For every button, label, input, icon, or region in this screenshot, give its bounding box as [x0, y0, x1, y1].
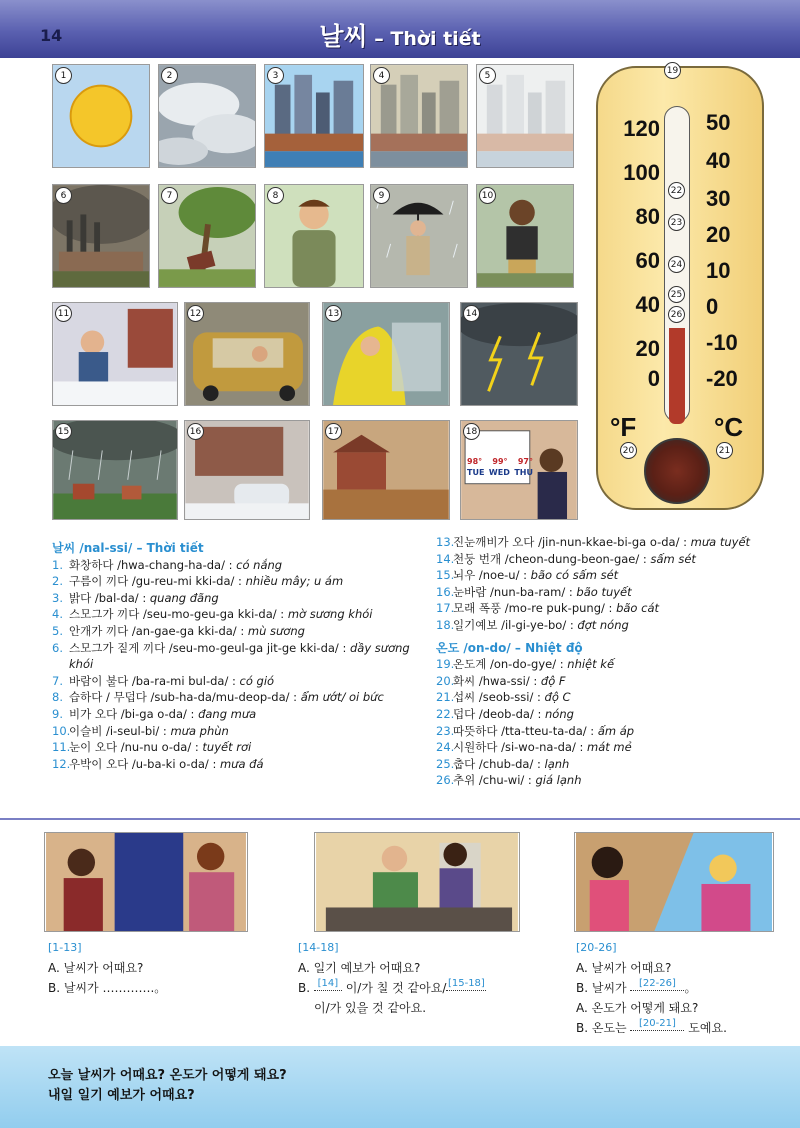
conversation-1 — [48, 938, 268, 998]
picture-thunderstorm — [52, 420, 178, 520]
tube-badge: 23 — [668, 214, 685, 231]
picture-number: 13 — [325, 305, 342, 322]
vocab-item: 10. 이슬비 /i-seul-bi/ : mưa phùn — [52, 723, 229, 738]
celsius-tick: 20 — [706, 222, 731, 247]
conversation-2 — [298, 938, 558, 1018]
vocab-item: 2. 구름이 끼다 /gu-reu-mi kki-da/ : nhiều mây; u ám — [52, 574, 344, 589]
fahrenheit-tick: 120 — [623, 116, 660, 141]
picture-number: 5 — [479, 67, 496, 84]
weather-vocab-list-2 — [436, 534, 786, 789]
picture-snowing — [52, 302, 178, 406]
page-title — [0, 17, 800, 53]
vocab-item: 16. 눈바람 /nun-ba-ram/ : bão tuyết — [436, 584, 632, 599]
conversation-3 — [576, 938, 786, 1038]
weather-vocab-list — [52, 540, 432, 772]
conversation-line-a: A. 일기 예보가 어때요? — [298, 961, 421, 975]
vocab-item: 9. 비가 오다 /bi-ga o-da/ : đang mưa — [52, 706, 257, 721]
celsius-badge: 21 — [716, 442, 733, 459]
picture-sunny — [52, 64, 150, 168]
conversation-line-b: B. 날씨가 ………….。 — [48, 981, 167, 995]
forecast-temps — [467, 457, 533, 466]
answer-blank[interactable]: [20-21] — [630, 1018, 684, 1031]
picture-thunder-lightning — [460, 302, 578, 406]
vocab-item: 5. 안개가 끼다 /an-gae-ga kki-da/ : mù sương — [52, 623, 305, 638]
illustration-window-talk — [44, 832, 248, 932]
picture-smoggy-city — [370, 64, 468, 168]
conversation-ref: [1-13] — [48, 941, 82, 954]
tube-badge: 25 — [668, 286, 685, 303]
vocab-item: 21. 섭씨 /seob-ssi/ : độ C — [436, 690, 571, 705]
temperature-list-heading: 온도 /on-do/ – Nhiệt độ — [436, 640, 583, 655]
picture-sleet — [322, 302, 450, 406]
celsius-tick: 0 — [706, 294, 719, 319]
conversation-line-b2: B. 온도는 [20-21] 도예요. — [576, 1018, 727, 1035]
weather-list-heading: 날씨 /nal-ssi/ – Thời tiết — [52, 541, 204, 555]
vocab-item: 25. 춥다 /chub-da/ : lạnh — [436, 756, 570, 771]
vocab-item: 15. 뇌우 /noe-u/ : bão có sấm sét — [436, 568, 619, 583]
picture-weather-forecast — [460, 420, 578, 520]
conversation-line-a: A. 날씨가 어때요? — [48, 961, 144, 975]
picture-number: 18 — [463, 423, 480, 440]
forecast-temp-wed: 99° — [492, 457, 508, 466]
picture-sandstorm — [322, 420, 450, 520]
fahrenheit-tick: 60 — [635, 248, 660, 273]
forecast-day-wed: WED — [488, 468, 510, 477]
picture-number: 2 — [161, 67, 178, 84]
picture-cloudy — [158, 64, 256, 168]
celsius-tick: 30 — [706, 186, 731, 211]
vocab-item: 24. 시원하다 /si-wo-na-da/ : mát mẻ — [436, 740, 632, 755]
picture-clear-city — [264, 64, 364, 168]
fahrenheit-unit: °F — [610, 412, 637, 442]
vocab-item: 26. 추위 /chu-wi/ : giá lạnh — [436, 773, 582, 788]
vocab-item: 19. 온도계 /on-do-gye/ : nhiệt kế — [436, 657, 615, 672]
celsius-tick: 50 — [706, 110, 731, 135]
conversation-line-b: B. [14] 이/가 칠 것 같아요/ [15-18] — [298, 978, 485, 995]
vocab-item: 4. 스모그가 끼다 /seu-mo-geu-ga kki-da/ : mờ sương khói — [52, 607, 373, 622]
vocab-item: 12. 우박이 오다 /u-ba-ki o-da/ : mưa đá — [52, 756, 264, 771]
picture-number: 4 — [373, 67, 390, 84]
picture-drizzle — [476, 184, 574, 288]
thermometer-bulb — [644, 438, 710, 504]
picture-number: 8 — [267, 187, 284, 204]
title-korean: 날씨 — [319, 22, 368, 51]
picture-number: 10 — [479, 187, 496, 204]
picture-heavy-smog — [52, 184, 150, 288]
fahrenheit-tick: 0 — [647, 366, 660, 391]
vocab-item: 23. 따뜻하다 /tta-tteu-ta-da/ : ấm áp — [436, 723, 635, 738]
thermometer-mercury — [669, 328, 685, 424]
vocab-item: 22. 덥다 /deob-da/ : nóng — [436, 706, 574, 721]
answer-blank[interactable]: [14] — [314, 978, 342, 991]
footer-question-2: 내일 일기 예보가 어때요? — [48, 1088, 195, 1103]
fahrenheit-tick: 100 — [623, 160, 660, 185]
forecast-temp-thu: 97° — [517, 457, 533, 466]
forecast-day-tue: TUE — [467, 468, 485, 477]
vocab-item: 13. 진눈깨비가 오다 /jin-nun-kkae-bi-ga o-da/ : mưa tuyết — [436, 535, 751, 549]
conversation-line-b1: B. 날씨가 [22-26] 。 — [576, 978, 697, 995]
title-vietnamese: Thời tiết — [390, 28, 481, 50]
conversation-ref: [20-26] — [576, 941, 617, 954]
answer-blank[interactable]: [15-18] — [447, 978, 485, 989]
conversation-ref: [14-18] — [298, 941, 339, 954]
section-divider — [0, 818, 800, 820]
picture-number: 14 — [463, 305, 480, 322]
celsius-tick: -10 — [706, 330, 738, 355]
picture-number: 11 — [55, 305, 72, 322]
picture-humid-man — [264, 184, 364, 288]
picture-number: 15 — [55, 423, 72, 440]
page-number: 14 — [40, 26, 63, 45]
picture-number: 7 — [161, 187, 178, 204]
footer-question-1: 오늘 날씨가 어때요? 온도가 어떻게 돼요? — [48, 1068, 287, 1083]
vocab-item: 8. 습하다 / 무덥다 /sub-ha-da/mu-deop-da/ : ẩm ướt/ oi bức — [52, 690, 384, 705]
vocab-item: 7. 바람이 불다 /ba-ra-mi bul-da/ : có gió — [52, 673, 275, 688]
vocab-item: 20. 화씨 /hwa-ssi/ : độ F — [436, 673, 566, 688]
picture-number: 17 — [325, 423, 342, 440]
tube-badge: 22 — [668, 182, 685, 199]
vocab-item: 11. 눈이 오다 /nu-nu o-da/ : tuyết rơi — [52, 740, 252, 755]
illustration-kitchen-talk — [314, 832, 520, 932]
picture-number: 1 — [55, 67, 72, 84]
picture-number: 3 — [267, 67, 284, 84]
tube-badge: 24 — [668, 256, 685, 273]
thermometer — [596, 66, 764, 510]
forecast-day-thu: THU — [514, 468, 533, 477]
title-separator: – — [367, 28, 391, 50]
celsius-tick: 10 — [706, 258, 731, 283]
vocab-item: 17. 모래 폭풍 /mo-re puk-pung/ : bão cát — [436, 601, 659, 616]
vocab-item: 18. 일기예보 /il-gi-ye-bo/ : đợt nóng — [436, 617, 629, 632]
fahrenheit-tick: 40 — [635, 292, 660, 317]
conversation-line-b-cont: 이/가 있을 것 같아요. — [314, 1001, 427, 1015]
forecast-days — [467, 468, 533, 477]
celsius-tick: -20 — [706, 366, 738, 391]
answer-blank[interactable]: [22-26] — [630, 978, 684, 991]
thermometer-badge: 19 — [664, 62, 681, 79]
picture-number: 6 — [55, 187, 72, 204]
picture-rain-umbrella — [370, 184, 468, 288]
celsius-unit: °C — [714, 412, 744, 442]
forecast-temp-tue: 98° — [467, 457, 483, 466]
picture-foggy-city — [476, 64, 574, 168]
picture-number: 12 — [187, 305, 204, 322]
vocab-item: 3. 밝다 /bal-da/ : quang đãng — [52, 590, 219, 605]
conversation-line-a1: A. 날씨가 어때요? — [576, 961, 672, 975]
tube-badge: 26 — [668, 306, 685, 323]
fahrenheit-tick: 80 — [635, 204, 660, 229]
vocab-item: 1. 화창하다 /hwa-chang-ha-da/ : có nắng — [52, 557, 283, 572]
picture-windy — [158, 184, 256, 288]
fahrenheit-badge: 20 — [620, 442, 637, 459]
header-band — [0, 0, 800, 58]
picture-number: 9 — [373, 187, 390, 204]
vocab-item: 6. 스모그가 짙게 끼다 /seu-mo-geul-ga jit-ge kki-da/ : dầy sương khói — [52, 640, 410, 672]
illustration-phone-talk — [574, 832, 774, 932]
fahrenheit-tick: 20 — [635, 336, 660, 361]
picture-number: 16 — [187, 423, 204, 440]
vocab-item: 14. 천둥 번개 /cheon-dung-beon-gae/ : sấm sét — [436, 551, 696, 566]
picture-hail-car — [184, 302, 310, 406]
conversation-line-a2: A. 온도가 어떻게 돼요? — [576, 1001, 699, 1015]
celsius-tick: 40 — [706, 148, 731, 173]
footer-band — [0, 1046, 800, 1128]
picture-snowstorm — [184, 420, 310, 520]
